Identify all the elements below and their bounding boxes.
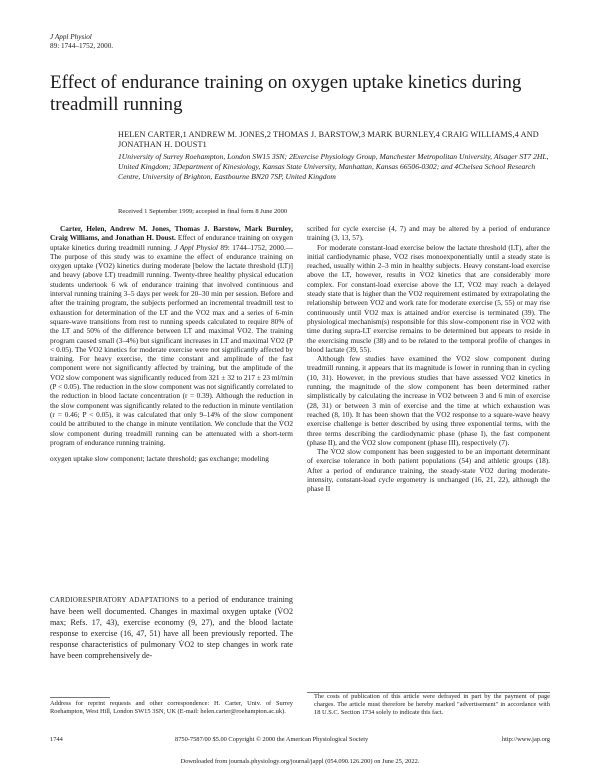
right-column — [307, 224, 550, 494]
abstract-citation-journal: J Appl Physiol — [174, 242, 218, 252]
abstract-citation-authors: Carter, Helen, Andrew M. Jones, Thomas J. Barstow, Mark Burnley, Craig Williams, and Jonathan H. Doust. — [50, 224, 293, 243]
intro-body: to a period of endurance training have been well documented. Changes in maximal oxygen uptake (V̇O2 max; Refs. 17, 43), exercise economy (9, 27), and the blood lactate response to exercise (16, 47, 51) have all been previously reported. The response characteristics of pulmonary V̇O2 to step changes in work rate have been comprehensively de- — [50, 595, 293, 661]
page-number: 1744 — [50, 736, 63, 743]
intro-lead: CARDIORESPIRATORY ADAPTATIONS — [50, 596, 179, 604]
body-paragraph: Although few studies have examined the V̇O2 slow component during treadmill running, it appears that its magnitude is lower in running than in cycling (10, 31). However, in the previous studies that have assessed V̇O2 kinetics in running, the magnitude of the slow component has been determined rather simplistically by calculating the increase in V̇O2 between 3 and 6 min of exercise (28, 31) or between 3 min of exercise and the time at which exhaustion was reached (8, 10). It has been shown that the V̇O2 response to a square-wave heavy exercise challenge is better described by using three exponential terms, with the three terms describing the cardiodynamic phase (phase I), the fast component (phase II), and the V̇O2 slow component (phase III), respectively (7). — [307, 354, 550, 447]
author-affiliations: 1University of Surrey Roehampton, London SW15 3SN; 2Exercise Physiology Group, Manchester Metropolitan University, Alsager ST7 2HL, United Kingdom; 3Department of Kinesiology, Kansas State University, Manhattan, Kansas 66506-0302; and 4Chelsea School Research Centre, University of Brighton, Eastbourne BN20 7SP, United Kingdom — [118, 152, 549, 181]
keywords: oxygen uptake slow component; lactate threshold; gas exchange; modeling — [50, 454, 269, 464]
left-column — [50, 224, 293, 463]
copyright-line: 8750-7587/00 $5.00 Copyright © 2000 the American Physiological Society — [175, 736, 369, 743]
download-notice: Downloaded from journals.physiology.org/journal/jappl (054.090.126.200) on June 25, 2022. — [180, 758, 420, 765]
journal-url-link[interactable]: http://www.jap.org — [501, 736, 550, 743]
introduction-paragraph — [50, 594, 293, 662]
page-footer — [50, 735, 550, 745]
journal-citation — [50, 33, 113, 51]
footnote-address: Address for reprint requests and other correspondence: H. Carter, Univ. of Surrey Roehampton, West Hill, London SW15 3SN, UK (E-mail: helen.carter@roehampton.ac.uk). — [50, 700, 293, 715]
footnote-costs: The costs of publication of this article were defrayed in part by the payment of page charges. The article must therefore be hereby marked "advertisement" in accordance with 18 U.S.C. Section 1734 solely to indicate this fact. — [314, 693, 550, 716]
abstract-body: The purpose of this study was to examine the effect of endurance training on oxygen uptake (V̇O2) kinetics during moderate [below the lactate threshold (LT)] and heavy (above LT) treadmill running. Twenty-three healthy physical education students undertook 6 wk of endurance training that involved continuous and interval running training 3–5 days per week for 20–30 min per session. Before and after the training program, the subjects performed an incremental treadmill test to exhaustion for determination of the LT and the V̇O2 max and a series of 6-min square-wave transitions from rest to running speeds calculated to require 80% of the LT and 50% of the difference between LT and maximal V̇O2. The training program caused small (3–4%) but significant increases in LT and maximal V̇O2 (P < 0.05). The V̇O2 kinetics for moderate exercise were not significantly affected by training. For heavy exercise, the time constant and amplitude of the fast component were not significantly affected by training, but the amplitude of the V̇O2 slow component was significantly reduced from 321 ± 32 to 217 ± 23 ml/min (P < 0.05). The reduction in the slow component was not significantly correlated to the reduction in blood lactate concentration (r = 0.39). Although the reduction in the slow component was significantly related to the reduction in minute ventilation (r = 0.46; P < 0.05), it was calculated that only 9–14% of the slow component could be attributed to the change in minute ventilation. We conclude that the V̇O2 slow component during treadmill running can be attenuated with a short-term program of endurance running training. — [50, 251, 293, 447]
abstract-citation-ref: 89: 1744–1752, 2000.— — [220, 242, 294, 252]
article-title: Effect of endurance training on oxygen uptake kinetics during treadmill running — [50, 72, 522, 115]
abstract — [50, 224, 293, 447]
journal-name: J Appl Physiol — [50, 33, 92, 41]
journal-issue: 89: 1744–1752, 2000. — [50, 42, 114, 50]
body-paragraph: For moderate constant-load exercise below the lactate threshold (LT), after the initial cardiodynamic phase, V̇O2 rises monoexponentially until a steady state is reached, usually within 2–3 min in healthy subjects. Heavy constant-load exercise above the LT, however, results in V̇O2 kinetics that are considerably more complex. For constant-load exercise above the LT, V̇O2 may reach a delayed steady state that is higher than the V̇O2 requirement estimated by extrapolating the relationship between V̇O2 and work rate for moderate exercise (5, 55) or may rise continuously until V̇O2 max is attained and/or exercise is terminated (39). The physiological mechanism(s) responsible for this slow-component rise in V̇O2 with time during supra-LT exercise remains to be determined but appears to reside in the exercising muscle (38) and to be related to the temporal profile of changes in blood lactate (39, 55). — [307, 242, 550, 354]
received-date: Received 1 September 1999; accepted in final form 8 June 2000 — [118, 208, 288, 215]
footnote-divider — [50, 697, 110, 698]
body-paragraph: The V̇O2 slow component has been suggested to be an important determinant of exercise tolerance in both patient populations (54) and athletic groups (18). After a period of endurance training, the steady-state V̇O2 during moderate-intensity, constant-load cycle ergometry is unchanged (16, 21, 22), although the phase II — [307, 447, 550, 494]
abstract-citation-title: Effect of endurance training on oxygen uptake kinetics during treadmill running. — [50, 233, 294, 252]
author-list: HELEN CARTER,1 ANDREW M. JONES,2 THOMAS J. BARSTOW,3 MARK BURNLEY,4 CRAIG WILLIAMS,4 AND JONATHAN H. DOUST1 — [118, 130, 539, 149]
body-paragraph: scribed for cycle exercise (4, 7) and may be altered by a period of endurance training (3, 13, 57). — [307, 224, 550, 243]
